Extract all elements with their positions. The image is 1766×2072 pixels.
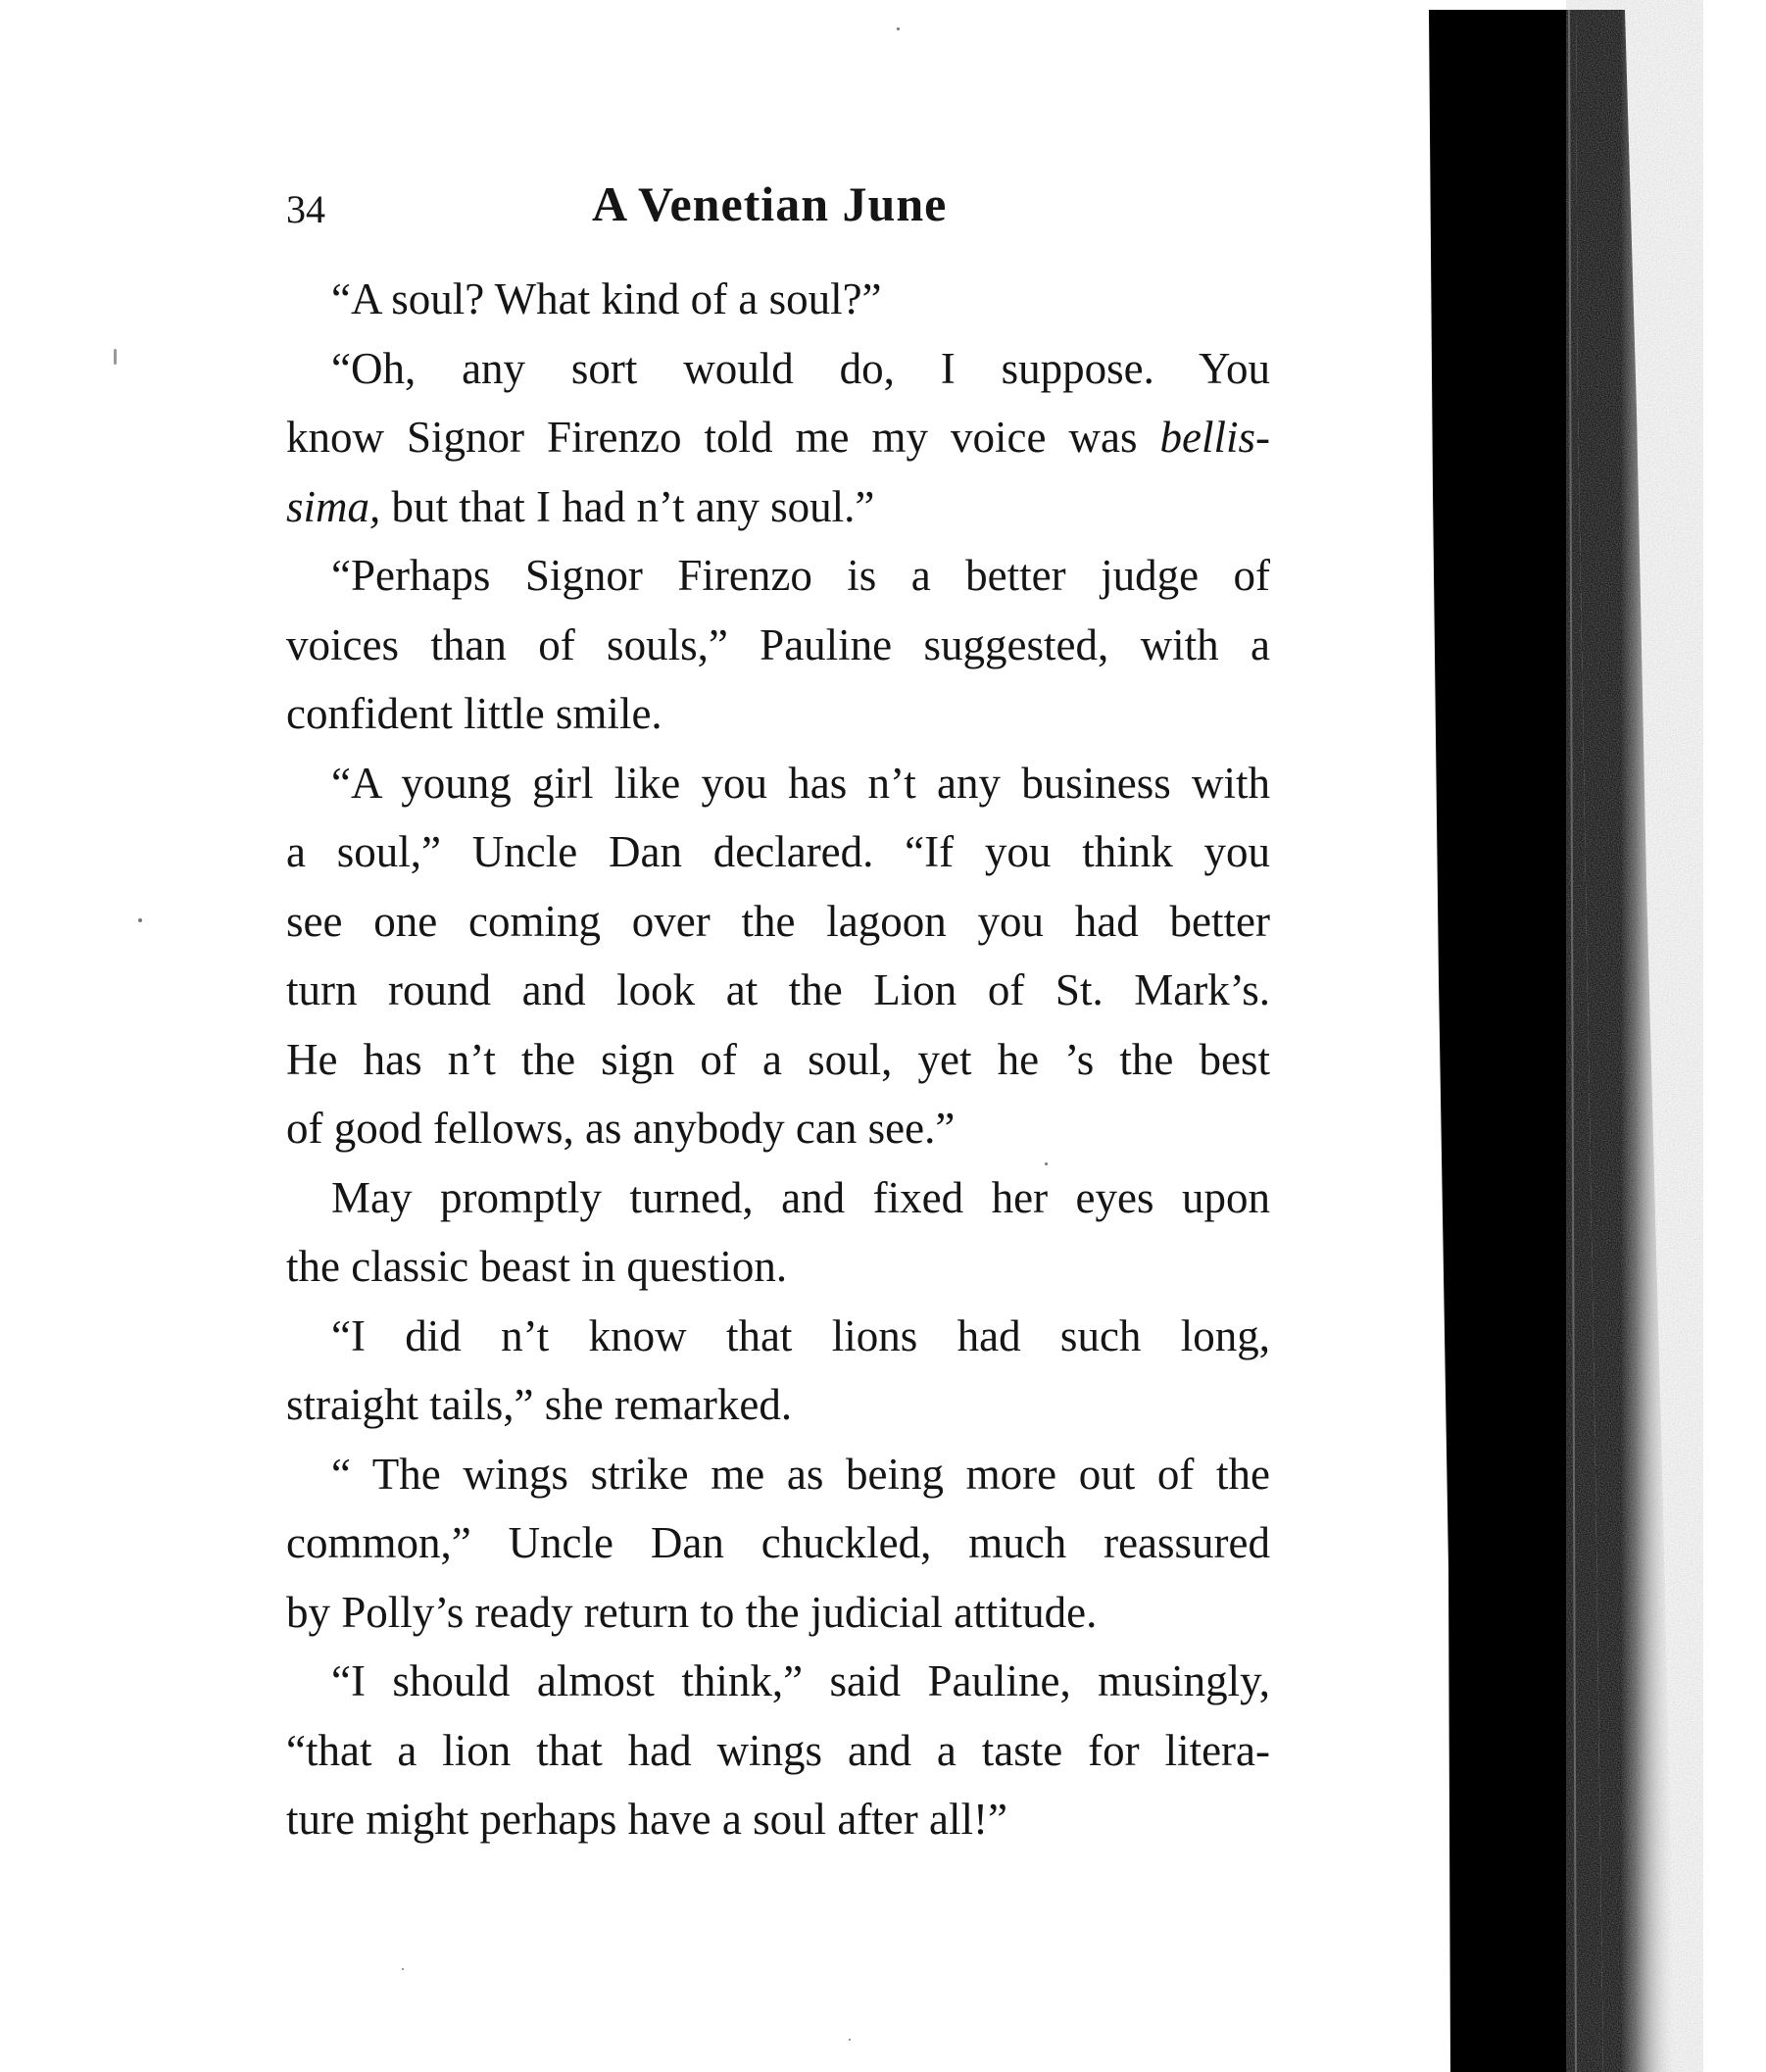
body-text [286,265,1270,1854]
text-line-roman: but that I had n’t any soul.” [380,481,875,531]
text-line-roman: know Signor Firenzo told me my voice was [286,413,1160,462]
paper-speck [402,1968,404,1970]
text-line: “A soul? What kind of a soul?” [331,274,882,323]
text-line: straight tails,” she remarked. [286,1380,793,1429]
text-line: the classic beast in question. [286,1242,788,1291]
page-number: 34 [286,187,325,231]
text-line: “I did n’t know that lions had such long, [331,1310,1270,1360]
running-title: A Venetian June [592,176,948,231]
italic-word: bellis- [1159,413,1270,462]
text-line [286,472,1270,542]
text-line: “that a lion that had wings and a taste for litera- [286,1725,1270,1775]
paper-speck [1045,1162,1048,1165]
text-line: “ The wings strike me as being more out of the [331,1449,1270,1499]
scanned-binding-edge [1429,0,1766,2072]
binding-grain [1566,0,1703,2072]
text-line: “Oh, any sort would do, I suppose. You [331,343,1270,393]
page-header [286,165,1266,243]
paper-speck [138,918,142,922]
paper-speck [897,27,900,30]
text-line: see one coming over the lagoon you had better [286,896,1270,946]
text-line [286,403,1270,472]
text-line: voices than of souls,” Pauline suggested, with a [286,619,1270,669]
text-line: ture might perhaps have a soul after all!” [286,1795,1007,1844]
text-line: “I should almost think,” said Pauline, musingly, [331,1656,1270,1705]
paper-speck [849,2039,851,2041]
text-line: May promptly turned, and fixed her eyes upon [331,1172,1270,1222]
text-line: of good fellows, as anybody can see.” [286,1104,956,1153]
text-line: confident little smile. [286,689,662,738]
text-line: He has n’t the sign of a soul, yet he ’s the best [286,1034,1270,1084]
text-line: “Perhaps Signor Firenzo is a better judge of [331,551,1270,600]
italic-word: sima, [286,481,381,531]
text-line: a soul,” Uncle Dan declared. “If you think you [286,827,1270,876]
text-line: “A young girl like you has n’t any business with [331,758,1270,808]
text-line: by Polly’s ready return to the judicial attitude. [286,1587,1098,1637]
text-line: turn round and look at the Lion of St. Mark’s. [286,965,1270,1014]
text-line: common,” Uncle Dan chuckled, much reassured [286,1518,1270,1567]
paper-speck [114,349,117,365]
